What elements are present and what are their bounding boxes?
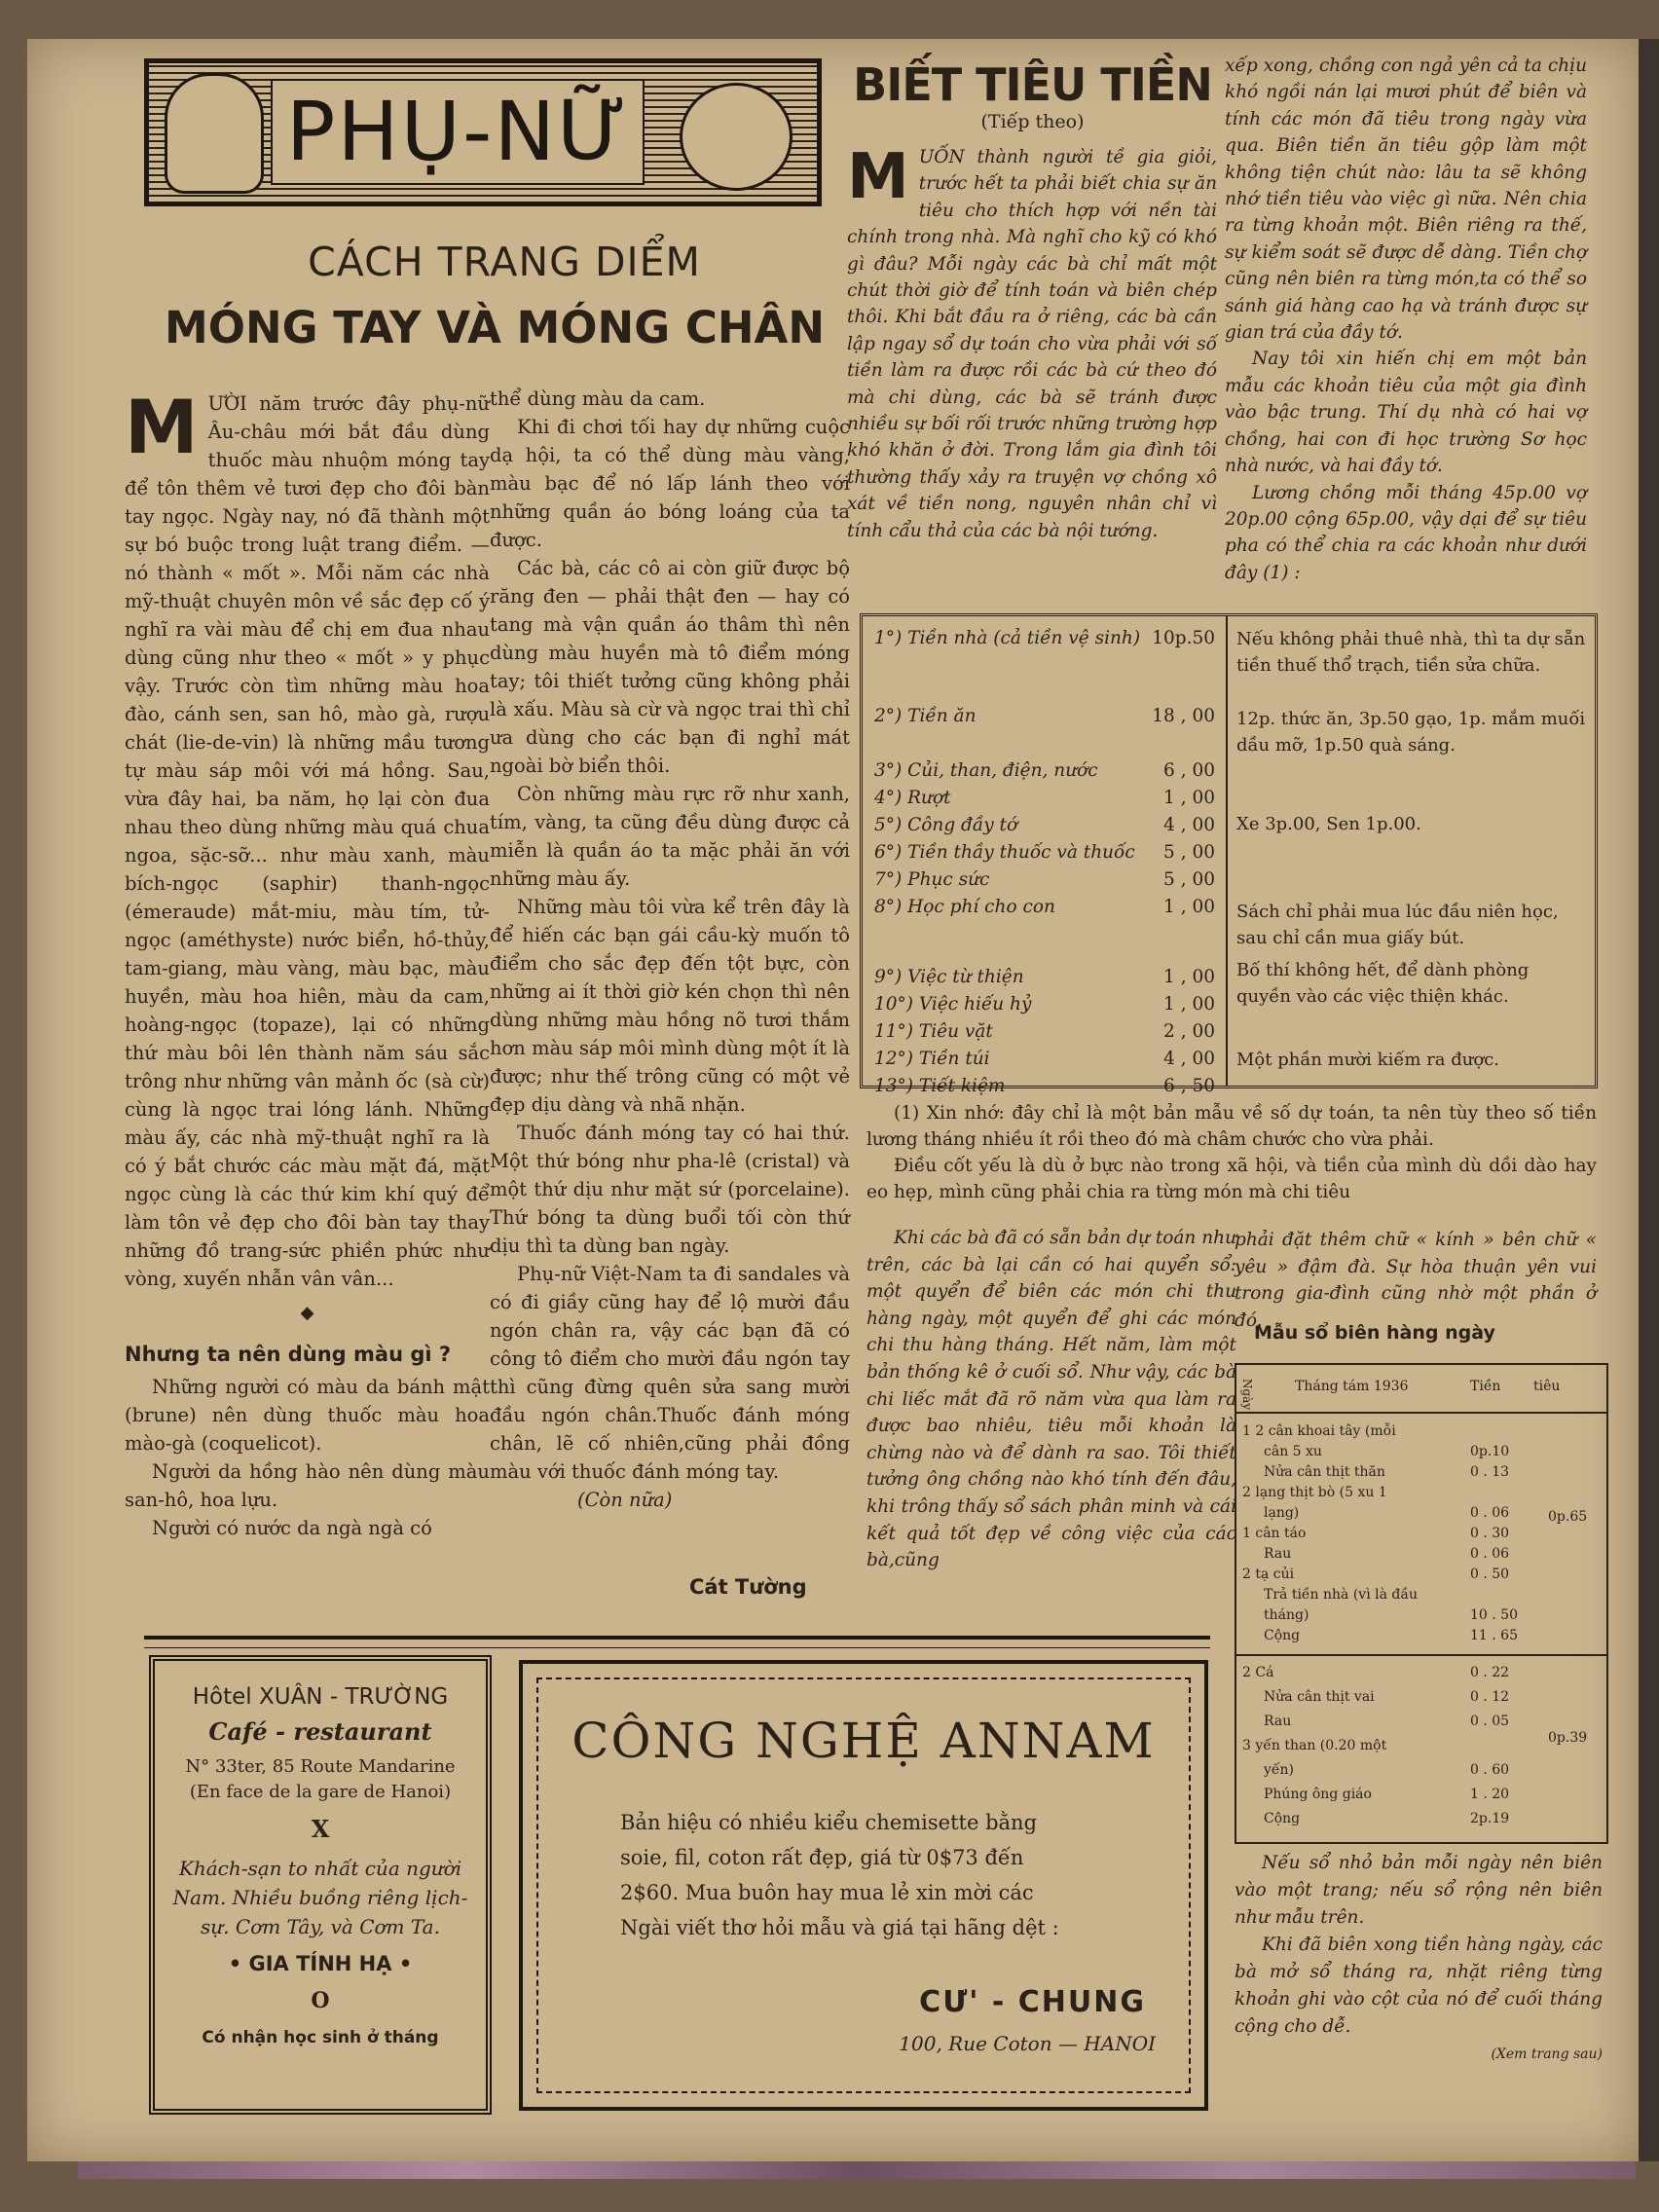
budget-item-amount: 5 , 00 (1163, 869, 1215, 890)
budget-item (874, 897, 1215, 917)
ledger-header (1236, 1365, 1606, 1414)
budget-item (874, 1049, 1215, 1069)
table-divider (1226, 616, 1228, 1086)
budget-item-label: 6°) Tiền thầy thuốc và thuốc (874, 842, 1135, 863)
hotel-description: Khách-sạn to nhất của người Nam. Nhiều buồng riêng lịch-sự. Cơm Tây, và Cơm Ta. (172, 1857, 468, 1938)
paragraph: Các bà, các cô ai còn giữ được bộ răng đen — phải thật đen — hay có tang mà vận quần áo thâm thì nên dùng màu huyền mà tô điểm móng tay; tôi thiết tưởng cũng không phải là xấu. Màu sà cừ và ngọc trai thì chỉ ưa dùng cho các bạn đi nghỉ mát ngoài bờ biển thôi. (490, 557, 850, 777)
ledger-row-value: 2p.19 (1470, 1811, 1510, 1826)
paragraph: ƯỜI năm trước đây phụ-nữ Âu-châu mới bắt đầu dùng thuốc màu nhuộm móng tay để tôn thêm vẻ tươi đẹp cho đôi bàn tay ngọc. Ngày nay, nó đã thành một sự bó buộc trong luật trang điểm. — nó thành « mốt ». Mỗi năm các nhà mỹ-thuật chuyên môn về sắc đẹp cố ý nghĩ ra vài màu để chị em đua nhau dùng cũng như theo « mốt » y phục vậy. Trước còn tìm những màu hoa đào, cánh sen, san hô, mào gà, rượu chát (lie-de-vin) là những mầu tương tự màu sáp môi với má hồng. Sau, vừa đây hai, ba năm, họ lại còn đua nhau theo dùng những màu quá chua ngoa, sặc-sỡ... như màu xanh, màu bích-ngọc (saphir) thanh-ngọc (émeraude) mắt-miu, màu tím, tử-ngọc (améthyste) nước biển, hồ-thủy, tam-giang, màu vàng, màu bạc, màu huyền, màu hoa hiên, màu da cam, hoàng-ngọc (topaze), lại có những thứ màu bôi lên thành năm sáu sắc trông như những vân mảnh ốc (sà cừ) cùng là ngọc trai lóng lánh. Những màu ấy, các nhà mỹ-thuật nghĩ ra là có ý bắt chước các màu mặt đá, mặt ngọc cùng là các thứ kim khí quý để làm tôn vẻ đẹp cho đôi bàn tay thay những đồ trang-sức phiền phức như vòng, xuyến nhẫn vân vân... (125, 392, 490, 1290)
budget-item-label: 12°) Tiền túi (874, 1049, 990, 1069)
continued-note: (Còn nữa) (577, 1489, 673, 1511)
ledger-row-label: Phúng ông giáo (1264, 1787, 1372, 1802)
paragraph: Người da hồng hào nên dùng màu san-hô, hoa lựu. (125, 1460, 490, 1511)
article2-footnote-block (866, 1100, 1597, 1205)
ledger-row-value: 0 . 50 (1470, 1567, 1510, 1582)
budget-item-label: 11°) Tiêu vặt (874, 1021, 993, 1042)
ad-body: Bản hiệu có nhiều kiểu chemisette bằng soie, fil, coton rất đẹp, giá từ 0$73 đến 2$60. Mua buôn hay mua lẻ xin mời các Ngài viết thơ hỏi mẫu và giá tại hãng dệt : (620, 1811, 1059, 1939)
paragraph: phải đặt thêm chữ « kính » bên chữ « yêu » đậm đà. Sự hòa thuận yên vui trong gia-đình cũng nhờ một phần ở đó. (1235, 1230, 1597, 1331)
budget-item-amount: 4 , 00 (1163, 815, 1215, 835)
budget-item (874, 1076, 1215, 1096)
budget-item-amount: 6 , 00 (1163, 760, 1215, 781)
ad-address: 100, Rue Coton — HANOI (899, 2032, 1156, 2055)
separator-o: O (311, 1988, 330, 2013)
see-next-page: (Xem trang sau) (1491, 2046, 1603, 2062)
newspaper-page (27, 39, 1639, 2161)
dropcap: M (847, 141, 909, 213)
continued-from: (Tiếp theo) (980, 111, 1085, 132)
ledger-header-spent: tiêu (1533, 1379, 1561, 1394)
hotel-address-note: (En face de la gare de Hanoi) (189, 1782, 452, 1802)
paragraph: UỐN thành người tề gia giỏi, trước hết ta phải biết chia sự ăn tiêu cho thích hợp với nền tài chính trong nhà. Mà nghĩ cho kỹ có khó gì đâu? Mỗi ngày các bà chỉ mất một chút thời giờ để tính toán và biên chép thôi. Khi bắt đầu ra ở riêng, các bà cần lập ngay sổ dự toán cho vừa phải với số tiền làm ra được rồi các bà cứ theo đó mà chi dùng, các bà sẽ tránh được nhiều sự bối rối trước những trường hợp khó khăn ở đời. Trong lắm gia đình tôi thường thấy xảy ra truyện vợ chồng xô xát về tiền nong, nguyên nhân chỉ vì tính cẩu thả của các bà nội tướng. (847, 147, 1217, 541)
article1-col2 (490, 385, 850, 1514)
ledger-row-value: 0 . 06 (1470, 1505, 1510, 1521)
paragraph: thể dùng màu da cam. (490, 387, 706, 410)
diamond-ornament-icon: ◆ (300, 1303, 314, 1323)
bullet-icon: • (228, 1952, 249, 1975)
ledger-row-value: 0 . 22 (1470, 1665, 1510, 1680)
ledger-row-value: 0 . 60 (1470, 1762, 1510, 1778)
paragraph: Những màu tôi vừa kể trên đây là để hiến các bạn gái cầu-kỳ muốn tô điểm cho sắc đẹp đến tột bực, còn những ai ít thời giờ kén chọn thì nên dùng những màu hồng nõ tươi thắm hơn màu sáp môi mình dùng một ít là được; như thế trông cũng có một vẻ đẹp dịu dàng và nhã nhặn. (490, 896, 850, 1116)
budget-note: Một phần mười kiếm ra được. (1236, 1050, 1499, 1070)
ledger-row-label: Rau (1264, 1714, 1292, 1729)
budget-note: 12p. thức ăn, 3p.50 gạo, 1p. mắm muối dầu mỡ, 1p.50 quà sáng. (1236, 709, 1586, 756)
ledger-row-value: 10 . 50 (1470, 1607, 1518, 1623)
ledger-header-money: Tiền (1470, 1379, 1501, 1394)
masthead (144, 58, 822, 206)
bullet-icon: • (391, 1952, 413, 1975)
ledger-header-day: Ngày (1240, 1379, 1254, 1411)
ledger-row-label: Trả tiền nhà (vì là đầu (1264, 1587, 1418, 1603)
ad-cu-chung (519, 1660, 1208, 2111)
budget-item-label: 1°) Tiền nhà (cả tiền vệ sinh) (874, 628, 1141, 648)
dropcap: M (125, 384, 199, 470)
budget-item-amount: 2 , 00 (1163, 1021, 1215, 1042)
budget-item (874, 760, 1215, 781)
budget-note: Nếu không phải thuê nhà, thì ta dự sẵn tiền thuế thổ trạch, tiền sửa chữa. (1236, 629, 1586, 676)
ad-brand: CƯ' - CHUNG (919, 1985, 1146, 2019)
ledger-total: 0p.65 (1548, 1509, 1588, 1525)
budget-item-amount: 1 , 00 (1163, 967, 1215, 987)
hotel-address: N° 33ter, 85 Route Mandarine (185, 1756, 456, 1777)
ledger-row-value: 0 . 05 (1470, 1714, 1510, 1729)
article1-subtitle: CÁCH TRANG DIỂM (308, 239, 701, 285)
budget-item (874, 815, 1215, 835)
budget-item (874, 967, 1215, 987)
flower-vase-icon (680, 83, 793, 191)
ledger-row-label: 3 yến than (0.20 một (1242, 1738, 1387, 1753)
ledger-sample (1235, 1363, 1608, 1844)
paragraph: Khi các bà đã có sẵn bản dự toán như trên, các bà lại cần có hai quyển sổ: một quyển để biên các món chi thu hàng ngày, một quyển để ghi các món chi thu hàng tháng. Hết năm, làm một bản thống kê ở cuối sổ. Như vậy, các bà chi liếc mắt đã rõ năm vừa qua làm ra được bao nhiêu, tiêu mỗi khoản là chừng nào và để dành ra sao. Tôi thiết tưởng ông chồng nào khó tính đến đâu, khi trông thấy sổ sách phân minh và cái kết quả tốt đẹp về công việc của các bà,cũng (866, 1228, 1236, 1571)
budget-note: Sách chỉ phải mua lúc đầu niên học, sau chỉ cần mua giấy bút. (1236, 902, 1559, 948)
woman-portrait-icon (165, 73, 264, 194)
ledger-row-label: yến) (1264, 1762, 1295, 1778)
budget-item-amount: 1 , 00 (1163, 994, 1215, 1014)
budget-item-amount: 1 , 00 (1163, 788, 1215, 808)
ledger-row-value: 0 . 06 (1470, 1546, 1510, 1562)
budget-item (874, 1021, 1215, 1042)
budget-item-label: 7°) Phục sức (874, 869, 990, 890)
budget-item-label: 8°) Học phí cho con (874, 897, 1055, 917)
ledger-row-label: lạng) (1264, 1505, 1300, 1521)
paragraph: Khi đi chơi tối hay dự những cuộc dạ hội, ta có thể dùng màu vàng, màu bạc để nó lấp lánh theo với những quần áo bóng loáng của ta được. (490, 416, 850, 551)
ledger-row-value: 0p.10 (1470, 1444, 1510, 1459)
hotel-note: Có nhận học sinh ở tháng (202, 2028, 439, 2047)
budget-note: Xe 3p.00, Sen 1p.00. (1236, 814, 1421, 834)
hotel-price-text: GIA TÍNH HẠ (248, 1952, 392, 1975)
budget-item (874, 628, 1215, 648)
budget-item (874, 842, 1215, 863)
ledger-row-label: Cộng (1264, 1628, 1301, 1643)
paragraph: Nay tôi xin hiến chị em một bản mẫu các khoản tiêu của một gia đình vào bậc trung. Thí dụ nhà có hai vợ chồng, hai con đi học trường Sơ học nhà nước, và hai đầy tớ. (1225, 349, 1587, 477)
ledger-row-label: 1 cân táo (1242, 1526, 1307, 1541)
budget-item-amount: 1 , 00 (1163, 897, 1215, 917)
budget-item-label: 5°) Công đầy tớ (874, 815, 1018, 835)
article2-col3 (866, 1225, 1236, 1574)
paragraph: Lương chồng mỗi tháng 45p.00 vợ 20p.00 cộng 65p.00, vậy dại để sự tiêu pha có thể chia ra các khoản như dưới đây (1) : (1225, 482, 1587, 583)
ledger-divider (1236, 1654, 1606, 1656)
budget-item-label: 10°) Việc hiếu hỷ (874, 994, 1032, 1014)
ledger-row-label: 2 tạ củi (1242, 1567, 1295, 1582)
budget-item (874, 869, 1215, 890)
ad-hotel (149, 1655, 492, 2115)
paragraph: Còn những màu rực rỡ như xanh, tím, vàng, ta cũng đều dùng được cả miễn là quần áo ta mặc phải ăn với những màu ấy. (490, 783, 850, 890)
ledger-row-value: 0 . 30 (1470, 1526, 1510, 1541)
budget-item-label: 13°) Tiết kiệm (874, 1076, 1006, 1096)
budget-item (874, 788, 1215, 808)
budget-item-label: 9°) Việc từ thiện (874, 967, 1024, 987)
budget-item-label: 3°) Củi, than, điện, nước (874, 760, 1098, 781)
article2-col4 (1235, 1227, 1597, 1334)
paragraph: Điều cốt yếu là dù ở bực nào trong xã hội, và tiền của mình dù dồi dào hay eo hẹp, mình cũng phải chia ra từng món mà chi tiêu (866, 1156, 1597, 1202)
ledger-row-value: 0 . 13 (1470, 1464, 1510, 1480)
ledger-header-month: Tháng tám 1936 (1295, 1379, 1409, 1394)
article1-title: MÓNG TAY VÀ MÓNG CHÂN (164, 302, 825, 353)
ledger-row-label: Nửa cân thịt thăn (1264, 1464, 1385, 1480)
article1-subhead: Nhưng ta nên dùng màu gì ? (125, 1343, 452, 1366)
masthead-title: PHỤ-NỮ (271, 79, 645, 185)
paragraph: Những người có màu da bánh mật (brune) nên dùng thuốc màu hoa mào-gà (coquelicot). (125, 1376, 490, 1455)
ledger-row-label: 1 2 cân khoai tây (mỗi (1242, 1423, 1396, 1439)
article2-title: BIẾT TIÊU TIỀN (853, 58, 1212, 111)
article2-col2 (1225, 53, 1587, 586)
budget-table (860, 613, 1598, 1096)
paragraph: Thuốc đánh móng tay có hai thứ. Một thứ bóng như pha-lê (cristal) và một thứ dịu như mặt sứ (porcelaine). Thứ bóng ta dùng buổi tối còn thứ dịu thì ta dùng ban ngày. (490, 1122, 850, 1257)
article1-author: Cát Tường (689, 1575, 807, 1599)
budget-item-amount: 4 , 00 (1163, 1049, 1215, 1069)
ledger-row-label: Nửa cân thịt vai (1264, 1689, 1375, 1705)
ads-separator (144, 1636, 1210, 1648)
article2-col1 (847, 141, 1217, 544)
budget-item-amount: 5 , 00 (1163, 842, 1215, 863)
budget-item (874, 994, 1215, 1014)
ledger-row-label: Rau (1264, 1546, 1292, 1562)
hotel-name: Hôtel XUÂN - TRƯỜNG (192, 1684, 449, 1710)
budget-item-amount: 6 , 50 (1163, 1076, 1215, 1096)
ledger-total: 0p.39 (1548, 1730, 1588, 1746)
budget-item-label: 4°) Rượt (874, 788, 951, 808)
article1-col1 (125, 384, 490, 1542)
ledger-title: Mẫu sổ biên hàng ngày (1254, 1322, 1495, 1344)
ledger-row-label: tháng) (1264, 1607, 1309, 1623)
hotel-type: Café - restaurant (208, 1717, 432, 1746)
paragraph: Khi đã biên xong tiền hàng ngày, các bà mở sổ tháng ra, nhặt riêng từng khoản ghi vào cột của nó để cuối tháng cộng cho dễ. (1235, 1935, 1603, 2037)
hotel-price (155, 1949, 486, 1978)
ledger-row-value: 11 . 65 (1470, 1628, 1518, 1643)
ledger-row-label: cân 5 xu (1264, 1444, 1322, 1459)
paragraph: Nếu sổ nhỏ bản mỗi ngày nên biên vào một trang; nếu sổ rộng nên biên như mẫu trên. (1235, 1853, 1603, 1928)
budget-item-amount: 18 , 00 (1152, 706, 1215, 726)
footnote: (1) Xin nhớ: đây chỉ là một bản mẫu về số dự toán, ta nên tùy theo số tiền lương tháng nhiều ít rồi theo đó mà châm chước cho vừa phải. (866, 1103, 1597, 1150)
budget-item-amount: 10p.50 (1152, 628, 1215, 648)
budget-note: Bố thí không hết, để dành phòng quyền vào các việc thiện khác. (1236, 960, 1530, 1007)
budget-item (874, 706, 1215, 726)
budget-item-label: 2°) Tiền ăn (874, 706, 977, 726)
separator-x: X (311, 1815, 330, 1843)
ledger-row-value: 0 . 12 (1470, 1689, 1510, 1705)
article2-col5 (1235, 1850, 1603, 2068)
ledger-row-label: 2 lạng thịt bò (5 xu 1 (1242, 1485, 1387, 1500)
paragraph: xếp xong, chồng con ngả yên cả ta chịu khó ngồi nán lại mươi phút để biên và tính các món đã tiêu trong ngày vừa qua. Biên tiền ăn tiêu gộp làm một không tiện chút nào: lâu ta sẽ không nhớ tiền tiêu vào việc gì nữa. Nên chia ra từng khoản một. Biên riêng ra thế, sự kiểm soát sẽ được dễ dàng. Tiền chợ cũng nên biên ra từng món,ta có thể so sánh giá hàng cao hạ và tránh được sự gian trá của đầy tớ. (1225, 55, 1587, 344)
ledger-row-label: 2 Cá (1242, 1665, 1274, 1680)
paragraph: Người có nước da ngà ngà có (152, 1517, 432, 1539)
ad-title: CÔNG NGHỆ ANNAM (571, 1713, 1156, 1769)
ledger-row-label: Cộng (1264, 1811, 1301, 1826)
paragraph: Phụ-nữ Việt-Nam ta đi sandales và có đi giầy cũng hay để lộ mười đầu ngón chân ra, vậy các bạn đã có công tô điểm cho mười đầu ngón tay thì cũng đừng quên sửa sang mười đầu ngón chân.Thuốc đánh móng chân, lẽ cố nhiên,cũng phải đồng màu với thuốc đánh móng tay. (490, 1263, 850, 1483)
ledger-row-value: 1 . 20 (1470, 1787, 1510, 1802)
